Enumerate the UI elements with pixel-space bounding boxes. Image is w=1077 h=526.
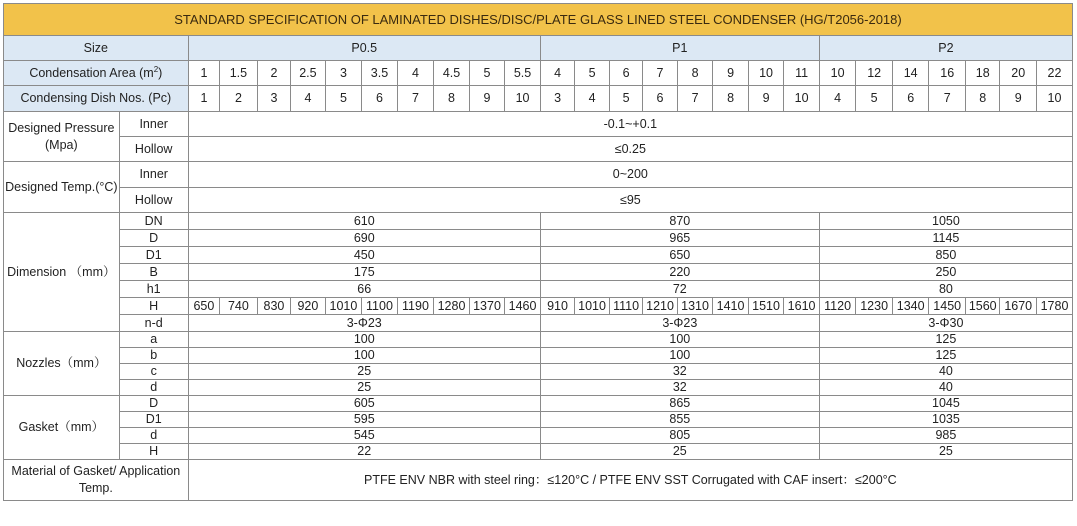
area-cell: 12 [856,61,893,86]
gasket-value: 545 [188,428,540,444]
nozzle-value: 125 [819,332,1072,348]
pressure-inner-label: Inner [119,112,188,137]
area-cell: 10 [819,61,856,86]
dish-cell: 8 [434,86,470,112]
size-label: Size [4,36,189,61]
dish-cell: 4 [291,86,326,112]
pressure-hollow-label: Hollow [119,137,188,162]
area-cell: 6 [609,61,642,86]
nozzle-row-name: c [119,364,188,380]
dimension-value: 1050 [819,213,1072,230]
gasket-value: 25 [540,444,819,460]
dimension-value: 850 [819,247,1072,264]
area-cell: 11 [784,61,820,86]
area-cell: 4 [397,61,434,86]
area-cell: 5.5 [505,61,541,86]
area-cell: 4.5 [434,61,470,86]
area-cell: 1 [188,61,219,86]
area-cell: 5 [469,61,505,86]
dimension-h-cell: 1310 [677,298,713,315]
nozzle-value: 100 [540,348,819,364]
dimension-value: 870 [540,213,819,230]
gasket-value: 22 [188,444,540,460]
dimension-h-cell: 1100 [362,298,398,315]
dimension-value: 650 [540,247,819,264]
dish-cell: 2 [220,86,258,112]
nozzle-value: 32 [540,380,819,396]
dimension-row-name: D [119,230,188,247]
dimension-h-cell: 1610 [784,298,820,315]
area-cell: 3.5 [362,61,398,86]
area-label-text: Condensation Area (m [29,66,154,81]
dimension-h-cell: 1510 [748,298,784,315]
dish-cell: 7 [929,86,966,112]
dish-cell: 1 [188,86,219,112]
spec-table-container [3,3,1073,522]
area-cell: 10 [748,61,784,86]
dimension-row-name: D1 [119,247,188,264]
area-cell: 9 [713,61,749,86]
dish-cell: 4 [819,86,856,112]
dish-cell: 5 [325,86,362,112]
pressure-hollow-value: ≤0.25 [188,137,1072,162]
nozzle-value: 40 [819,380,1072,396]
dimension-h-cell: 740 [220,298,258,315]
dimension-h-cell: 1460 [505,298,541,315]
area-cell: 3 [325,61,362,86]
dish-cell: 10 [784,86,820,112]
dish-cell: 9 [1000,86,1037,112]
dimension-h-cell: 910 [540,298,575,315]
nozzle-value: 25 [188,380,540,396]
dimension-value: 66 [188,281,540,298]
area-cell: 4 [540,61,575,86]
temp-label: Designed Temp.(°C) [4,162,120,213]
dimension-h-cell: 650 [188,298,219,315]
dimension-value: 175 [188,264,540,281]
area-cell: 20 [1000,61,1037,86]
specification-table [3,3,1073,501]
gasket-row-name: D1 [119,412,188,428]
area-cell: 7 [643,61,678,86]
material-label: Material of Gasket/ Application Temp. [4,460,189,501]
area-label-close: ) [158,66,163,81]
dish-cell: 6 [643,86,678,112]
area-cell: 2.5 [291,61,326,86]
material-value: PTFE ENV NBR with steel ring：≤120°C / PTFE ENV SST Corrugated with CAF insert：≤200°C [188,460,1072,501]
gasket-value: 865 [540,396,819,412]
dimension-row-name: DN [119,213,188,230]
dish-cell: 10 [505,86,541,112]
dimension-h-cell: 1110 [609,298,642,315]
gasket-row-name: H [119,444,188,460]
dimension-nd-label: n-d [119,315,188,332]
dimension-h-cell: 1780 [1037,298,1073,315]
dimension-h-cell: 1560 [965,298,1000,315]
gasket-value: 805 [540,428,819,444]
dimension-h-cell: 920 [291,298,326,315]
temp-hollow-label: Hollow [119,188,188,213]
area-cell: 14 [892,61,929,86]
gasket-value: 595 [188,412,540,428]
temp-inner-label: Inner [119,162,188,188]
dish-cell: 6 [892,86,929,112]
dimension-value: 1145 [819,230,1072,247]
nozzle-value: 125 [819,348,1072,364]
dimension-value: 610 [188,213,540,230]
dimension-h-cell: 1340 [892,298,929,315]
dimension-h-cell: 1010 [325,298,362,315]
area-cell: 1.5 [220,61,258,86]
nozzles-label: Nozzles（mm） [4,332,120,396]
gasket-value: 1035 [819,412,1072,428]
gasket-value: 855 [540,412,819,428]
dimension-value: 965 [540,230,819,247]
dimension-h-cell: 1450 [929,298,966,315]
dimension-row-name: h1 [119,281,188,298]
pressure-inner-value: -0.1~+0.1 [188,112,1072,137]
dimension-row-name: B [119,264,188,281]
dimension-h-cell: 1670 [1000,298,1037,315]
dimension-h-cell: 1010 [575,298,610,315]
dish-cell: 3 [540,86,575,112]
pressure-label: Designed Pressure (Mpa) [4,112,120,162]
dimension-h-cell: 1230 [856,298,893,315]
size-header-0: P0.5 [188,36,540,61]
temp-hollow-value: ≤95 [188,188,1072,213]
size-header-1: P1 [540,36,819,61]
area-label-sup: 2 [153,65,159,75]
gasket-value: 985 [819,428,1072,444]
nozzle-value: 100 [188,348,540,364]
dish-cell: 7 [677,86,713,112]
nozzle-value: 32 [540,364,819,380]
nozzle-row-name: b [119,348,188,364]
dish-cell: 8 [713,86,749,112]
dish-cell: 8 [965,86,1000,112]
dimension-h-cell: 1410 [713,298,749,315]
dish-cell: 7 [397,86,434,112]
table-title: STANDARD SPECIFICATION OF LAMINATED DISHES/DISC/PLATE GLASS LINED STEEL CONDENSER (HG/T2056-2018) [4,4,1073,36]
dimension-value: 220 [540,264,819,281]
gasket-row-name: d [119,428,188,444]
dimension-label: Dimension （mm） [4,213,120,332]
dimension-h-cell: 1280 [434,298,470,315]
temp-inner-value: 0~200 [188,162,1072,188]
dimension-h-cell: 1370 [469,298,505,315]
nozzle-value: 40 [819,364,1072,380]
area-cell: 18 [965,61,1000,86]
dimension-h-cell: 1190 [397,298,434,315]
dimension-value: 450 [188,247,540,264]
area-cell: 8 [677,61,713,86]
gasket-value: 605 [188,396,540,412]
gasket-row-name: D [119,396,188,412]
dimension-nd-value: 3-Φ30 [819,315,1072,332]
gasket-label: Gasket（mm） [4,396,120,460]
dish-cell: 10 [1037,86,1073,112]
dish-cell: 9 [748,86,784,112]
nozzle-value: 25 [188,364,540,380]
nozzle-row-name: a [119,332,188,348]
nozzle-row-name: d [119,380,188,396]
size-header-2: P2 [819,36,1072,61]
area-cell: 5 [575,61,610,86]
dimension-h-label: H [119,298,188,315]
dish-cell: 6 [362,86,398,112]
gasket-value: 25 [819,444,1072,460]
dish-cell: 9 [469,86,505,112]
dimension-nd-value: 3-Φ23 [540,315,819,332]
dimension-value: 250 [819,264,1072,281]
dimension-nd-value: 3-Φ23 [188,315,540,332]
dimension-value: 72 [540,281,819,298]
dish-cell: 5 [856,86,893,112]
condensation-area-label [4,61,189,86]
dimension-h-cell: 830 [257,298,290,315]
dimension-value: 690 [188,230,540,247]
dimension-h-cell: 1120 [819,298,856,315]
nozzle-value: 100 [540,332,819,348]
dish-cell: 4 [575,86,610,112]
dish-cell: 5 [609,86,642,112]
nozzle-value: 100 [188,332,540,348]
area-cell: 22 [1037,61,1073,86]
dimension-value: 80 [819,281,1072,298]
dish-cell: 3 [257,86,290,112]
area-cell: 16 [929,61,966,86]
gasket-value: 1045 [819,396,1072,412]
dimension-h-cell: 1210 [643,298,678,315]
area-cell: 2 [257,61,290,86]
dish-nos-label: Condensing Dish Nos. (Pc) [4,86,189,112]
